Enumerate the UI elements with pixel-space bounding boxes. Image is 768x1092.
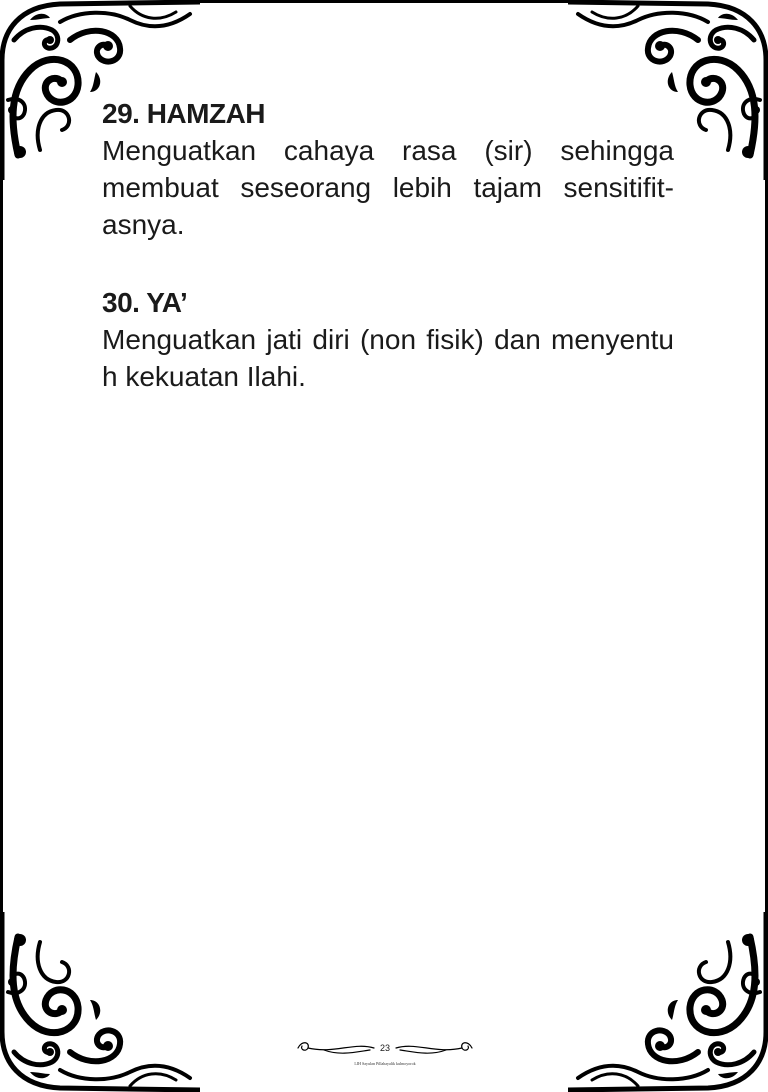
entry-title: 29. HAMZAH xyxy=(102,98,266,129)
corner-ornament-bottom-right xyxy=(568,912,768,1092)
scroll-ornament-icon xyxy=(0,912,200,1092)
page-number: 23 xyxy=(377,1042,393,1054)
left-border-line xyxy=(0,150,3,940)
page-footer xyxy=(294,1036,476,1076)
footer-caption: LIH Sayulan Pillahayalik kulmoyorok xyxy=(354,1061,416,1066)
scroll-ornament-icon xyxy=(568,912,768,1092)
entry-description: Menguatkan cahaya rasa (sir) sehingga membuat seseorang lebih tajam sensitifit-asnya. xyxy=(102,135,674,240)
top-border-line xyxy=(190,0,578,3)
entry-hamzah xyxy=(102,96,674,243)
entry-ya xyxy=(102,285,674,395)
page-content xyxy=(102,96,674,437)
entry-title: 30. YA’ xyxy=(102,287,188,318)
entry-description: Menguatkan jati diri (non fisik) dan menyentu h kekuatan Ilahi. xyxy=(102,324,674,392)
corner-ornament-bottom-left xyxy=(0,912,200,1092)
